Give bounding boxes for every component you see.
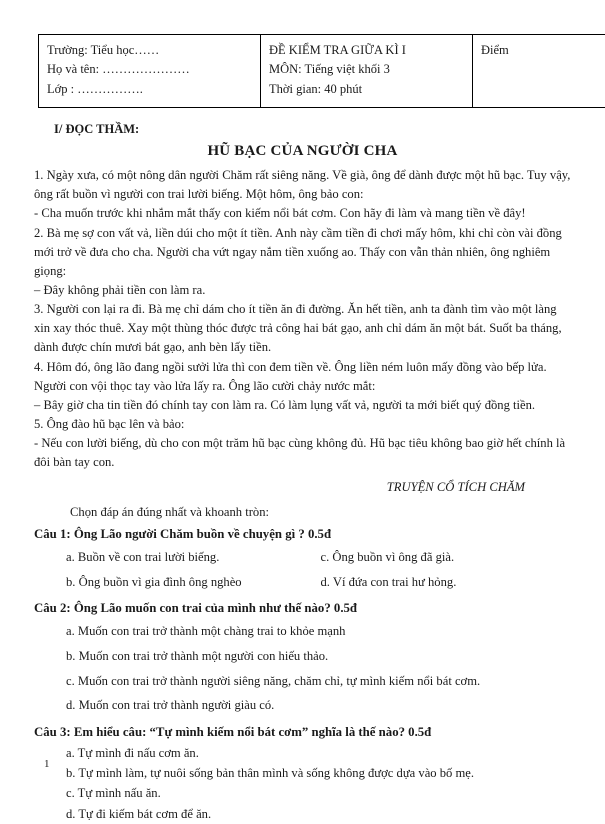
question-prompt: Câu 3: Em hiểu câu: “Tự mình kiếm nổi bát cơm” nghĩa là thế nào? 0.5đ (34, 725, 571, 740)
exam-header-table (38, 34, 605, 108)
answer-option[interactable]: a. Buồn về con trai lười biếng. (34, 545, 303, 570)
page-number: 1 (44, 758, 50, 770)
answer-option[interactable]: b. Ông buồn vì gia đình ông nghèo (34, 570, 303, 595)
story-paragraph: 3. Người con lại ra đi. Bà mẹ chỉ dám cho ít tiền ăn đi đường. Ăn hết tiền, anh ta đành tìm vào một làng xin xay thóc thuê. Xay một thùng thóc được trả công hai bát gạo, anh chỉ dám ăn một bát. Suốt ba tháng, dành được chín mươi bát gạo, anh bèn lấy tiền. (34, 300, 571, 357)
school-line: Trường: Tiểu học…… (47, 41, 252, 60)
score-cell (473, 35, 605, 108)
story-paragraph: - Cha muốn trước khi nhắm mắt thấy con kiếm nổi bát cơm. Con hãy đi làm và mang tiền về đây! (34, 204, 571, 223)
answer-option[interactable]: c. Muốn con trai trở thành người siêng năng, chăm chỉ, tự mình kiếm nổi bát cơm. (34, 669, 571, 694)
story-paragraph: 1. Ngày xưa, có một nông dân người Chăm rất siêng năng. Về già, ông để dành được một hũ bạc. Tuy vậy, ông rất buồn vì người con trai lười biếng. Một hôm, ông bảo con: (34, 166, 571, 204)
school-info-cell (39, 35, 261, 108)
story-attribution: TRUYỆN CỔ TÍCH CHĂM (34, 480, 525, 495)
score-label: Điểm (481, 41, 605, 60)
student-name-line: Họ và tên: ………………… (47, 60, 252, 79)
exam-duration-line: Thời gian: 40 phút (269, 80, 464, 99)
question-prompt: Câu 2: Ông Lão muốn con trai của mình như thế nào? 0.5đ (34, 601, 571, 616)
answer-option[interactable]: c. Ông buồn vì ông đã già. (303, 545, 572, 570)
answer-option[interactable]: b. Muốn con trai trở thành một người con hiếu thảo. (34, 644, 571, 669)
story-paragraph: – Đây không phải tiền con làm ra. (34, 281, 571, 300)
answer-options (34, 545, 571, 594)
story-paragraph: - Nếu con lười biếng, dù cho con một trăm hũ bạc cùng không đủ. Hũ bạc tiêu không bao giờ hết chính là đôi bàn tay con. (34, 434, 571, 472)
answer-option[interactable]: a. Muốn con trai trở thành một chàng trai to khỏe mạnh (34, 619, 571, 644)
answer-option[interactable]: d. Muốn con trai trở thành người giàu có. (34, 693, 571, 718)
answer-option[interactable]: c. Tự mình nấu ăn. (34, 783, 571, 803)
story-paragraph: 2. Bà mẹ sợ con vất vả, liền dúi cho một ít tiền. Anh này cầm tiền đi chơi mấy hôm, khi chỉ còn vài đồng mới trở về đưa cho cha. Người cha vứt ngay nắm tiền xuống ao. Thấy con vẫn thản nhiên, ông nghiêm giọng: (34, 224, 571, 281)
question-block (34, 601, 571, 717)
exam-title-line: ĐỀ KIỂM TRA GIỮA KÌ I (269, 41, 464, 60)
answer-option[interactable]: b. Tự mình làm, tự nuôi sống bản thân mình và sống không được dựa vào bố mẹ. (34, 763, 571, 783)
answer-options (34, 743, 571, 824)
answer-options (34, 619, 571, 717)
story-title: HŨ BẠC CỦA NGƯỜI CHA (34, 143, 571, 160)
story-paragraph: 5. Ông đào hũ bạc lên và bảo: (34, 415, 571, 434)
reading-section-label: I/ ĐỌC THẦM: (54, 122, 571, 137)
question-prompt: Câu 1: Ông Lão người Chăm buồn về chuyện gì ? 0.5đ (34, 527, 571, 542)
answer-option[interactable]: d. Ví đứa con trai hư hỏng. (303, 570, 572, 595)
answer-option[interactable]: a. Tự mình đi nấu cơm ăn. (34, 743, 571, 763)
exam-info-cell (261, 35, 473, 108)
answer-option[interactable]: d. Tự đi kiếm bát cơm để ăn. (34, 804, 571, 824)
question-block (34, 725, 571, 824)
question-block (34, 527, 571, 594)
class-line: Lớp : ……………. (47, 80, 252, 99)
answer-instruction: Chọn đáp án đúng nhất và khoanh tròn: (70, 505, 571, 520)
table-row (39, 35, 605, 108)
story-paragraph: – Bây giờ cha tin tiền đó chính tay con làm ra. Có làm lụng vất vả, người ta mới biết quý đồng tiền. (34, 396, 571, 415)
exam-subject-line: MÔN: Tiếng việt khối 3 (269, 60, 464, 79)
story-paragraph: 4. Hôm đó, ông lão đang ngồi sưởi lửa thì con đem tiền về. Ông liền ném luôn mấy đồng vào bếp lửa. Người con vội thọc tay vào lửa lấy ra. Ông lão cười chảy nước mắt: (34, 358, 571, 396)
story-body (34, 166, 571, 472)
